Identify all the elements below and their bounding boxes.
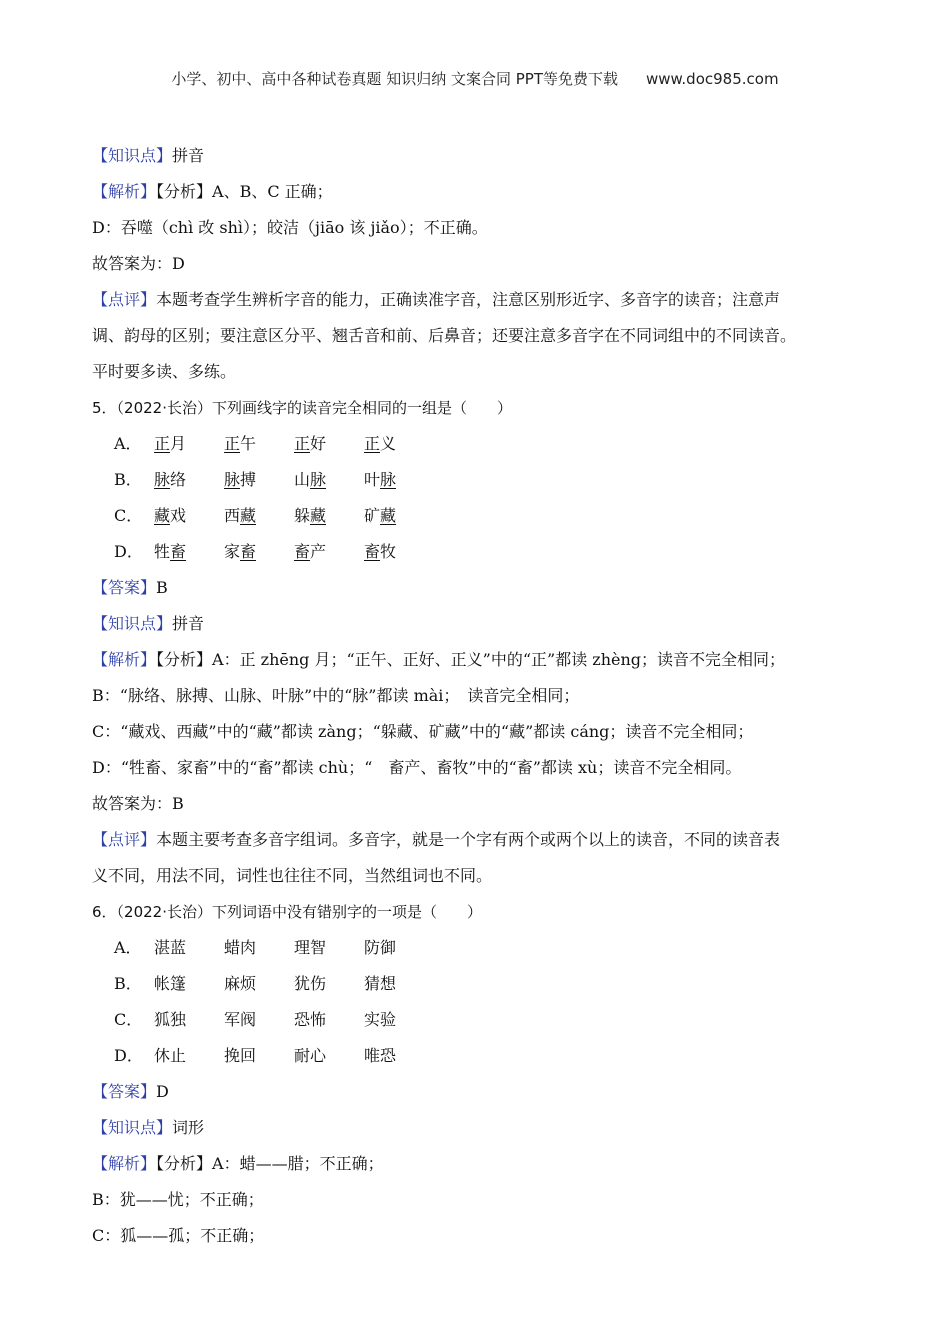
option-label: D．: [114, 542, 143, 561]
underlined-char: 脉: [154, 470, 171, 489]
option-label: D．: [114, 1046, 143, 1065]
header-text: 小学、初中、高中各种试卷真题 知识归纳 文案合同 PPT等免费下载: [171, 70, 618, 88]
option-label: B．: [114, 974, 142, 993]
analysis-line-d: D：吞噬（chì 改 shì）；皎洁（jiāo 该 jiǎo）；不正确。: [92, 218, 488, 237]
word-char: 搏: [240, 470, 257, 489]
option-label: A．: [114, 938, 142, 957]
word-char: 月: [170, 434, 187, 453]
option-word: 防御: [364, 938, 397, 957]
question-6-knowledge-point: [92, 1110, 882, 1146]
knowledge-point-line: [92, 138, 882, 174]
word-char: 好: [310, 434, 327, 453]
question-6-analysis: [92, 1146, 882, 1182]
word-char: 产: [310, 542, 327, 561]
word-char: 戏: [170, 506, 187, 525]
comment-label: 【点评】: [92, 830, 157, 849]
underlined-char: 正: [364, 434, 381, 453]
underlined-char: 畜: [240, 542, 257, 561]
question-5-analysis-d: D：“牲畜、家畜”中的“畜”都读 chù；“ 畜产、畜牧”中的“畜”都读 xù；读音不完全相同。: [92, 758, 742, 777]
question-5-comment-2: 义不同，用法不同，词性也往往不同，当然组词也不同。: [92, 866, 493, 885]
option-label: A．: [114, 434, 142, 453]
option-word: 麻烦: [224, 974, 257, 993]
underlined-char: 正: [224, 434, 241, 453]
analysis-label: 【解析】: [92, 182, 157, 201]
page-header: [0, 68, 950, 89]
word-char: 西: [224, 506, 241, 525]
question-5-options: [92, 426, 882, 570]
option-word: 理智: [294, 938, 327, 957]
word-char: 躲: [294, 506, 311, 525]
option-word: 猜想: [364, 974, 397, 993]
analysis-text: 【分析】A：蜡——腊；不正确；: [156, 1154, 384, 1173]
answer-value: B: [156, 578, 168, 597]
option-word: [294, 498, 364, 534]
word-char: 络: [170, 470, 187, 489]
option-word: 唯恐: [364, 1046, 397, 1065]
question-6-analysis-b: B：犹——忧；不正确；: [92, 1190, 264, 1209]
option-word: 狐独: [154, 1010, 187, 1029]
question-5-analysis-c: C：“藏戏、西藏”中的“藏”都读 zàng；“躲藏、矿藏”中的“藏”都读 cáng；读音不完全相同；: [92, 722, 754, 741]
option-word: 耐心: [294, 1046, 327, 1065]
option-word: [224, 426, 294, 462]
word-char: 牲: [154, 542, 171, 561]
underlined-char: 正: [154, 434, 171, 453]
option-word: 休止: [154, 1046, 187, 1065]
analysis-label: 【解析】: [92, 650, 157, 669]
option-word: 蜡肉: [224, 938, 257, 957]
underlined-char: 畜: [170, 542, 187, 561]
option-label: C．: [114, 506, 143, 525]
underlined-char: 畜: [294, 542, 311, 561]
word-char: 山: [294, 470, 311, 489]
option-word: [224, 498, 294, 534]
word-char: 义: [380, 434, 397, 453]
option-word: 犹伤: [294, 974, 327, 993]
word-char: 牧: [380, 542, 397, 561]
underlined-char: 正: [294, 434, 311, 453]
option-word: [364, 426, 434, 462]
option-word: 帐篷: [154, 974, 187, 993]
option-word: [364, 462, 434, 498]
option-word: 挽回: [224, 1046, 257, 1065]
word-char: 家: [224, 542, 241, 561]
question-5-stem: 5．（2022·长治）下列画线字的读音完全相同的一组是（ ）: [92, 399, 512, 417]
word-char: 叶: [364, 470, 381, 489]
question-5-conclusion: 故答案为：B: [92, 794, 184, 813]
question-5-comment: [92, 822, 882, 858]
answer-conclusion: 故答案为：D: [92, 254, 185, 273]
option-word: [364, 534, 434, 570]
question-5-option-row: [92, 462, 882, 498]
answer-label: 【答案】: [92, 578, 157, 597]
knowledge-point-label: 【知识点】: [92, 614, 173, 633]
option-word: 恐怖: [294, 1010, 327, 1029]
question-6-analysis-c: C：狐——孤；不正确；: [92, 1226, 265, 1245]
question-6-options: [92, 930, 882, 1074]
option-word: [364, 498, 434, 534]
option-word: 实验: [364, 1010, 397, 1029]
knowledge-point-label: 【知识点】: [92, 1118, 173, 1137]
knowledge-point-value: 拼音: [172, 614, 205, 633]
underlined-char: 藏: [154, 506, 171, 525]
option-word: [154, 534, 224, 570]
option-word: [294, 426, 364, 462]
knowledge-point-value: 拼音: [172, 146, 205, 165]
option-label: C．: [114, 1010, 143, 1029]
comment-text: 本题考查学生辨析字音的能力，正确读准字音，注意区别形近字、多音字的读音；注意声: [156, 290, 781, 309]
underlined-char: 脉: [380, 470, 397, 489]
analysis-text: 【分析】A：正 zhēng 月；“正午、正好、正义”中的“正”都读 zhèng；读音不完全相同；: [156, 650, 786, 669]
word-char: 矿: [364, 506, 381, 525]
underlined-char: 藏: [380, 506, 397, 525]
question-6-option-row: [92, 1038, 882, 1074]
option-word: [154, 426, 224, 462]
question-6-option-row: [92, 966, 882, 1002]
option-word: [154, 498, 224, 534]
answer-label: 【答案】: [92, 1082, 157, 1101]
word-char: 午: [240, 434, 257, 453]
underlined-char: 畜: [364, 542, 381, 561]
question-6-option-row: [92, 930, 882, 966]
option-word: [294, 534, 364, 570]
header-site-link[interactable]: www.doc985.com: [645, 70, 779, 88]
question-5-option-row: [92, 534, 882, 570]
comment-text: 本题主要考查多音字组词。多音字，就是一个字有两个或两个以上的读音，不同的读音表: [156, 830, 781, 849]
underlined-char: 藏: [310, 506, 327, 525]
analysis-line: [92, 174, 882, 210]
option-word: [224, 534, 294, 570]
question-5-knowledge-point: [92, 606, 882, 642]
knowledge-point-value: 词形: [172, 1118, 205, 1137]
document-body: [92, 138, 882, 1254]
question-5-answer-line: [92, 570, 882, 606]
option-label: B．: [114, 470, 142, 489]
option-word: 湛蓝: [154, 938, 187, 957]
question-5-option-row: [92, 498, 882, 534]
comment-line-2: 调、韵母的区别；要注意区分平、翘舌音和前、后鼻音；还要注意多音字在不同词组中的不同读音。: [92, 326, 797, 345]
comment-line: [92, 282, 882, 318]
answer-value: D: [156, 1082, 169, 1101]
option-word: [154, 462, 224, 498]
analysis-label: 【解析】: [92, 1154, 157, 1173]
question-5-analysis-b: B：“脉络、脉搏、山脉、叶脉”中的“脉”都读 mài； 读音完全相同；: [92, 686, 580, 705]
knowledge-point-label: 【知识点】: [92, 146, 173, 165]
option-word: [294, 462, 364, 498]
underlined-char: 藏: [240, 506, 257, 525]
analysis-text: 【分析】A、B、C 正确；: [156, 182, 333, 201]
underlined-char: 脉: [310, 470, 327, 489]
comment-line-3: 平时要多读、多练。: [92, 362, 237, 381]
question-6-stem: 6．（2022·长治）下列词语中没有错别字的一项是（ ）: [92, 903, 482, 921]
question-6-option-row: [92, 1002, 882, 1038]
option-word: [224, 462, 294, 498]
underlined-char: 脉: [224, 470, 241, 489]
question-5-analysis: [92, 642, 882, 678]
option-word: 军阀: [224, 1010, 257, 1029]
comment-label: 【点评】: [92, 290, 157, 309]
question-6-answer-line: [92, 1074, 882, 1110]
question-5-option-row: [92, 426, 882, 462]
